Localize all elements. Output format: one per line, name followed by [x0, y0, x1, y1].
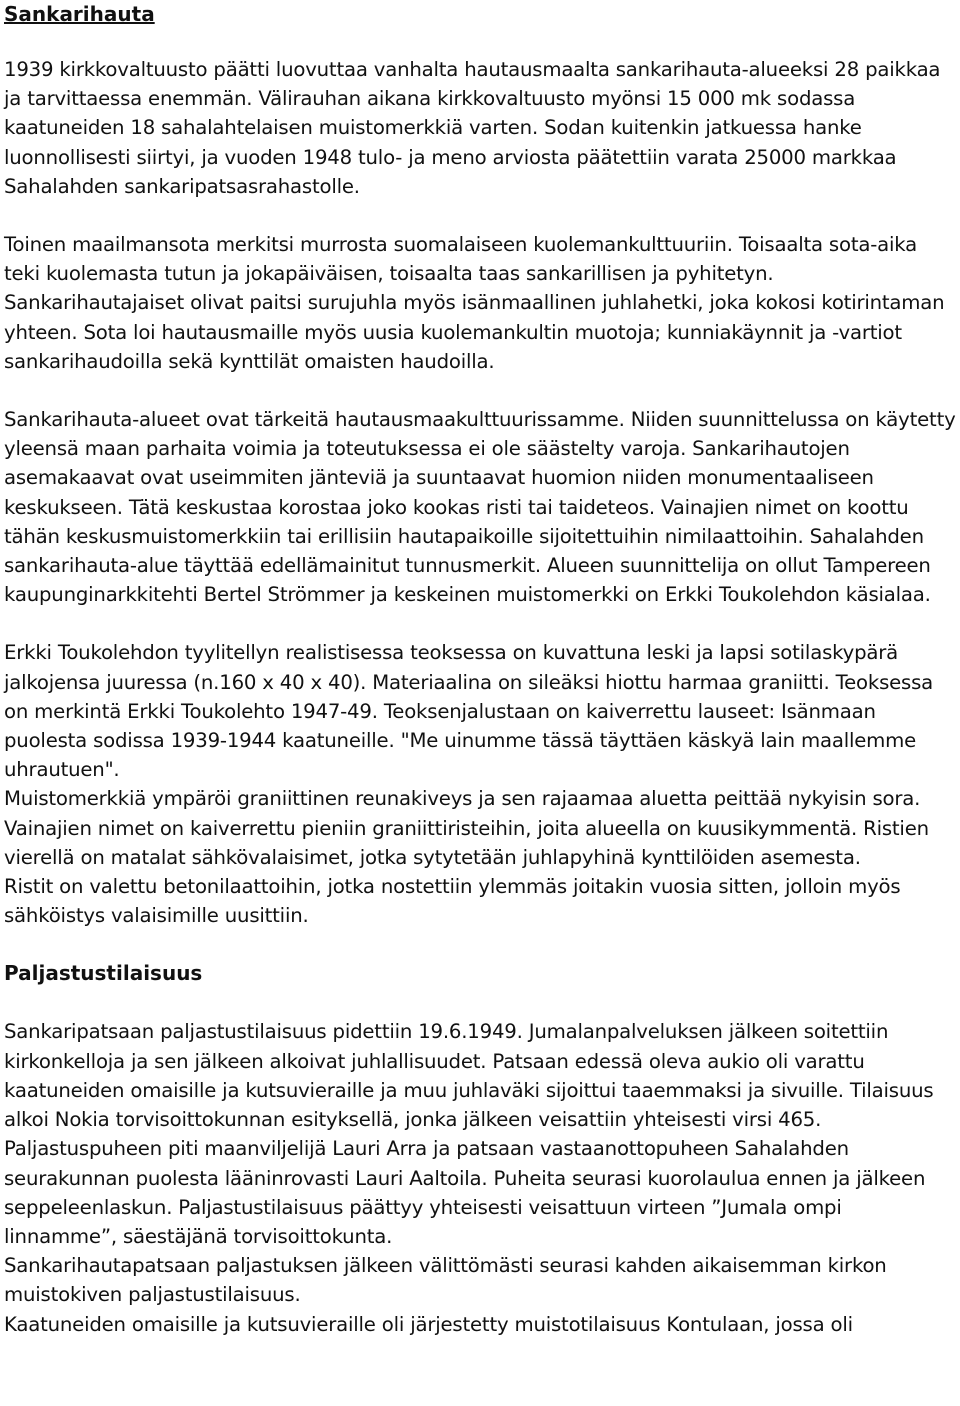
paragraph-2: Toinen maailmansota merkitsi murrosta suomalaiseen kuolemankulttuuriin. Toisaalta sota-aika teki kuolemasta tutun ja jokapäiväisen, toisaalta taas sankarillisen ja pyhitetyn. Sankarihautajaiset olivat paitsi surujuhla myös isänmaallinen juhlahetki, joka kokosi kotirintaman yhteen. Sota loi hautausmaille myös uusia kuolemankultin muotoja; kunniakäynnit ja -vartiot sankarihaudoilla sekä kynttilät omaisten haudoilla.	[4, 233, 945, 373]
paragraph-9: Sankarihautapatsaan paljastuksen jälkeen välittömästi seurasi kahden aikaisemman kirkon muistokiven paljastustilaisuus.	[4, 1254, 887, 1307]
paragraph-4: Erkki Toukolehdon tyylitellyn realistisessa teoksessa on kuvattuna leski ja lapsi sotilaskypärä jalkojensa juuressa (n.160 x 40 x 40). Materiaalina on sileäksi hiottu harmaa graniitti. Teoksessa on merkintä Erkki Toukolehto 1947-49. Teoksenjalustaan on kaiverrettu lauseet: Isänmaan puolesta sodissa 1939-1944 kaatuneille. "Me uinumme tässä täyttäen käskyä lain maallemme uhrautuen".	[4, 641, 934, 782]
paragraph-7: Sankaripatsaan paljastustilaisuus pidettiin 19.6.1949. Jumalanpalveluksen jälkeen soitettiin kirkonkelloja ja sen jälkeen alkoivat juhlallisuudet. Patsaan edessä oleva aukio oli varattu kaatuneiden omaisille ja kutsuvieraille ja muu juhlaväki sijoittui taaemmaksi ja sivuille. Tilaisuus alkoi Nokia torvisoittokunnan esityksellä, jonka jälkeen veisattiin yhteisesti virsi 465.	[4, 1020, 934, 1132]
paragraph-3: Sankarihauta-alueet ovat tärkeitä hautausmaakulttuurissamme. Niiden suunnittelussa on käytetty yleensä maan parhaita voimia ja toteutuksessa ei ole säästelty varoja. Sankarihautojen asemakaavat ovat useimmiten jänteviä ja suuntaavat huomion niiden monumentaaliseen keskukseen. Tätä keskustaa korostaa joko kookas risti tai taideteos. Vainajien nimet on koottu tähän keskusmuistomerkkiin tai erillisiin hautapaikoille sijoitettuihin nimilaattoihin. Sahalahden sankarihauta-alue täyttää edellämainitut tunnusmerkit. Alueen suunnittelija on ollut Tampereen kaupunginarkkitehti Bertel Strömmer ja keskeinen muistomerkki on Erkki Toukolehdon käsialaa.	[4, 408, 956, 607]
section-subtitle: Paljastustilaisuus	[4, 961, 203, 986]
paragraph-1: 1939 kirkkovaltuusto päätti luovuttaa vanhalta hautausmaalta sankarihauta-alueeksi 28 paikkaa ja tarvittaessa enemmän. Välirauhan aikana kirkkovaltuusto myönsi 15 000 mk sodassa kaatuneiden 18 sahalahtelaisen muistomerkkiä varten. Sodan kuitenkin jatkuessa hanke luonnollisesti siirtyi, ja vuoden 1948 tulo- ja meno arviosta päätettiin varata 25000 markkaa Sahalahden sankaripatsasrahastolle.	[4, 58, 941, 198]
paragraph-8: Paljastuspuheen piti maanviljelijä Lauri Arra ja patsaan vastaanottopuheen Sahalahden seurakunnan puolesta lääninrovasti Lauri Aaltoila. Puheita seurasi kuorolaulua ennen ja jälkeen seppeleenlaskun. Paljastustilaisuus päättyy yhteisesti veisattuun virteen ”Jumala ompi linnamme”, säestäjänä torvisoittokunta.	[4, 1137, 926, 1248]
paragraph-5: Muistomerkkiä ympäröi graniittinen reunakiveys ja sen rajaamaa aluetta peittää nykyisin sora. Vainajien nimet on kaiverrettu pieniin graniittiristeihin, joita alueella on kuusikymmentä. Ristien vierellä on matalat sähkövalaisimet, jotka sytytetään juhlapyhinä kynttilöiden asemesta.	[4, 787, 929, 869]
paragraph-10: Kaatuneiden omaisille ja kutsuvieraille oli järjestetty muistotilaisuus Kontulaan, jossa oli	[4, 1312, 853, 1336]
page-title: Sankarihauta	[4, 2, 155, 26]
paragraph-6: Ristit on valettu betonilaattoihin, jotka nostettiin ylemmäs joitakin vuosia sitten, jolloin myös sähköistys valaisimille uusittiin.	[4, 875, 901, 928]
